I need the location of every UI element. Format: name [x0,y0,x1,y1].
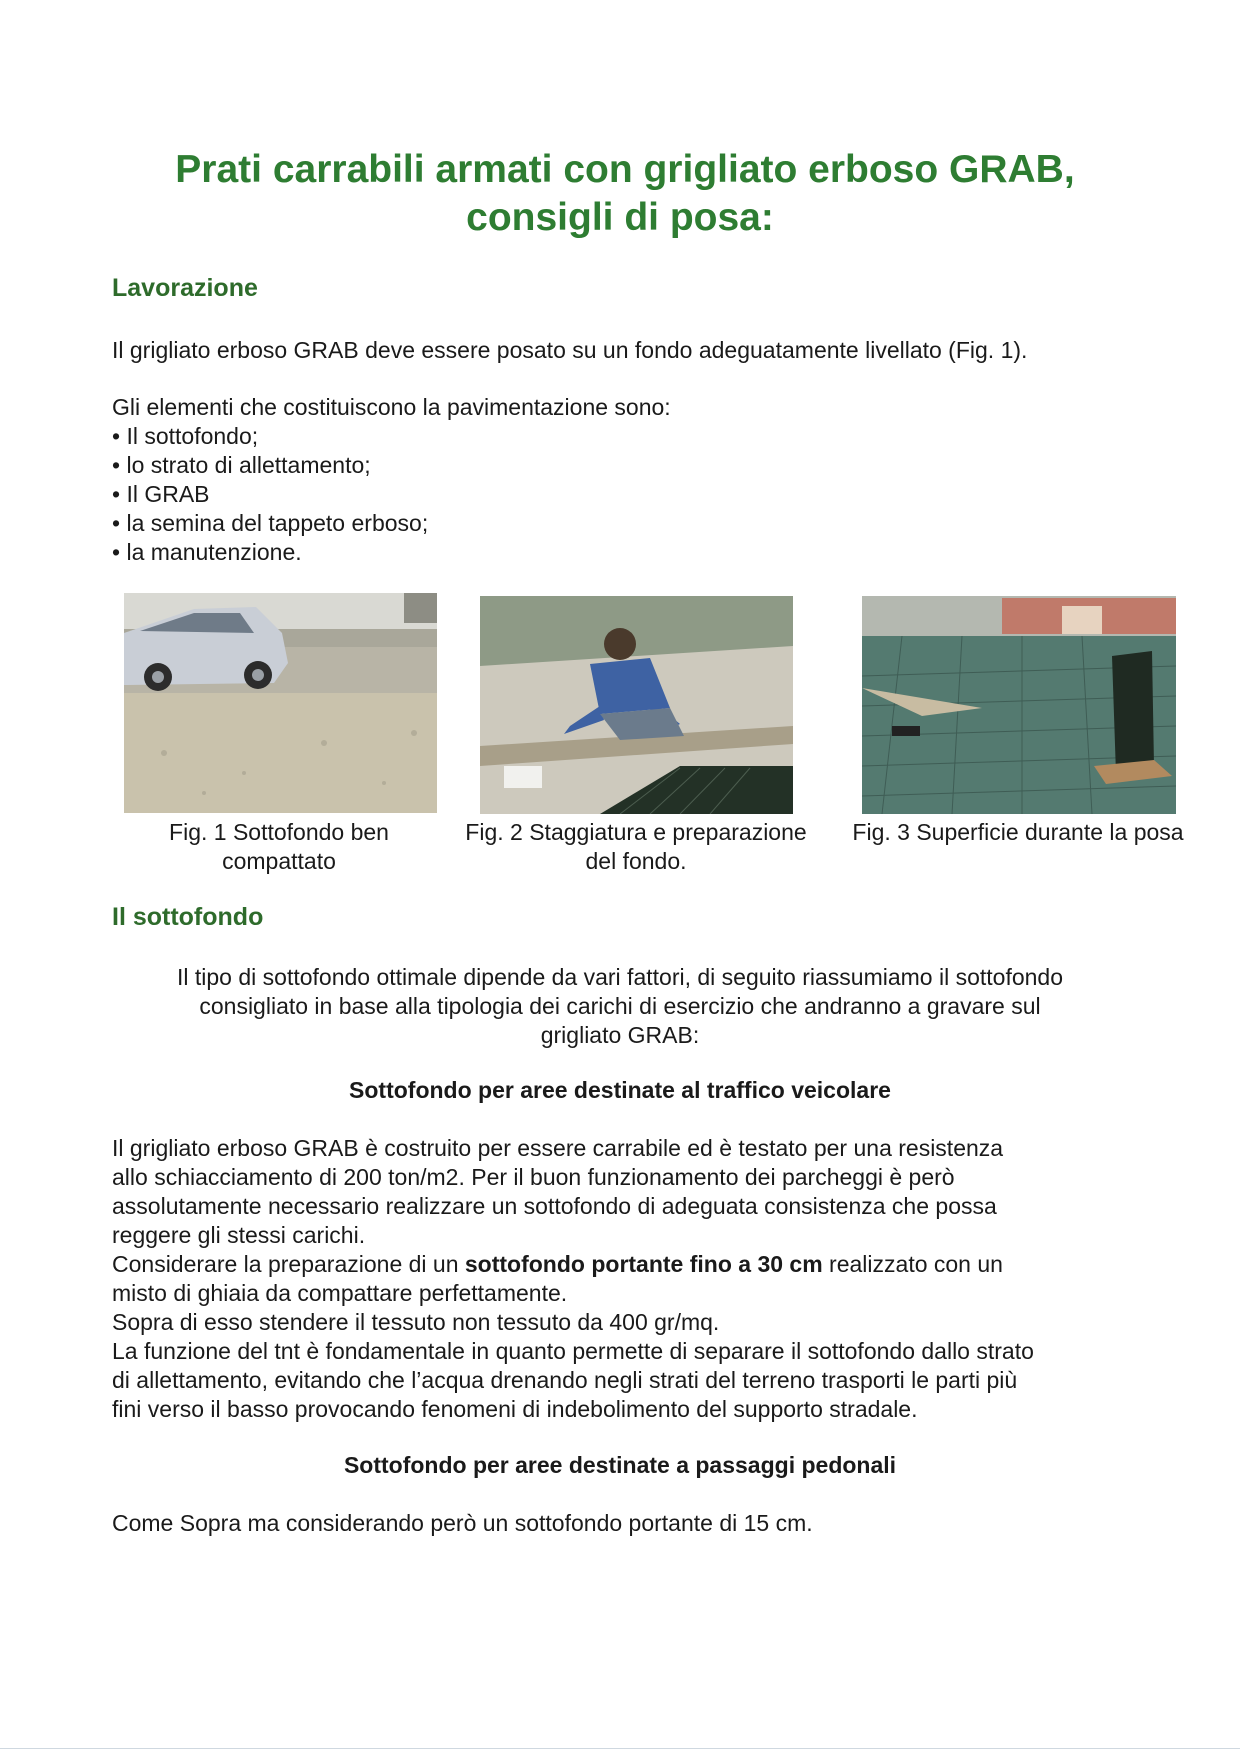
figure-2-photo [480,596,793,814]
text-run: realizzato con un [822,1251,1003,1277]
text-line [112,1250,1034,1279]
list-intro: Gli elementi che costituiscono la pavimentazione sono: [112,394,671,420]
list-item: • lo strato di allettamento; [112,451,428,480]
figure-3-caption [833,818,1203,847]
figure-3-photo [862,596,1176,814]
text-run: Considerare la preparazione di un [112,1251,465,1277]
figure-1-caption [148,818,410,876]
sottofondo-intro [0,963,1240,1050]
intro-paragraph: Il grigliato erboso GRAB deve essere posato su un fondo adeguatamente livellato (Fig. 1). [112,337,1028,363]
title-line-2: consigli di posa: [466,196,774,239]
text-line: reggere gli stessi carichi. [112,1222,366,1248]
list-item: • Il sottofondo; [112,422,428,451]
text-line: consigliato in base alla tipologia dei carichi di esercizio che andranno a gravare sul [199,993,1041,1019]
figure-1-photo [124,593,437,813]
caption-line: Fig. 1 Sottofondo ben [169,819,389,845]
caption-line: compattato [222,848,336,874]
subheading-passaggi-pedonali: Sottofondo per aree destinate a passaggi pedonali [343,1452,897,1478]
veicolare-paragraph [112,1134,1034,1424]
text-line: Sopra di esso stendere il tessuto non tessuto da 400 gr/mq. [112,1309,720,1335]
bottom-rule [0,1748,1240,1749]
elements-list [112,422,428,567]
text-line: fini verso il basso provocando fenomeni di indebolimento del supporto stradale. [112,1396,918,1422]
section-heading-sottofondo: Il sottofondo [112,903,264,931]
caption-line: del fondo. [585,848,687,874]
title-line-1: Prati carrabili armati con grigliato erboso GRAB, [175,148,1075,191]
text-line: misto di ghiaia da compattare perfettamente. [112,1280,568,1306]
list-item: • Il GRAB [112,480,428,509]
caption-line: Fig. 2 Staggiatura e preparazione [465,819,807,845]
text-line: Il tipo di sottofondo ottimale dipende da vari fattori, di seguito riassumiamo il sottofondo [177,964,1063,990]
list-item: • la semina del tappeto erboso; [112,509,428,538]
text-line: assolutamente necessario realizzare un sottofondo di adeguata consistenza che possa [112,1193,997,1219]
text-line: La funzione del tnt è fondamentale in quanto permette di separare il sottofondo dallo strato [112,1338,1034,1364]
bold-text: sottofondo portante fino a 30 cm [464,1251,823,1277]
list-item: • la manutenzione. [112,538,428,567]
pedonali-paragraph: Come Sopra ma considerando però un sottofondo portante di 15 cm. [112,1510,813,1536]
page-title [0,146,1240,242]
text-line: di allettamento, evitando che l’acqua drenando negli strati del terreno trasporti le parti più [112,1367,1018,1393]
text-line: grigliato GRAB: [540,1022,700,1048]
figure-2-caption [446,818,826,876]
section-heading-lavorazione: Lavorazione [112,274,258,302]
subheading-traffico-veicolare: Sottofondo per aree destinate al traffico veicolare [349,1077,891,1103]
text-line: allo schiacciamento di 200 ton/m2. Per il buon funzionamento dei parcheggi è però [112,1164,955,1190]
text-line: Il grigliato erboso GRAB è costruito per essere carrabile ed è testato per una resistenza [112,1135,1004,1161]
caption-line: Fig. 3 Superficie durante la posa [852,819,1184,845]
